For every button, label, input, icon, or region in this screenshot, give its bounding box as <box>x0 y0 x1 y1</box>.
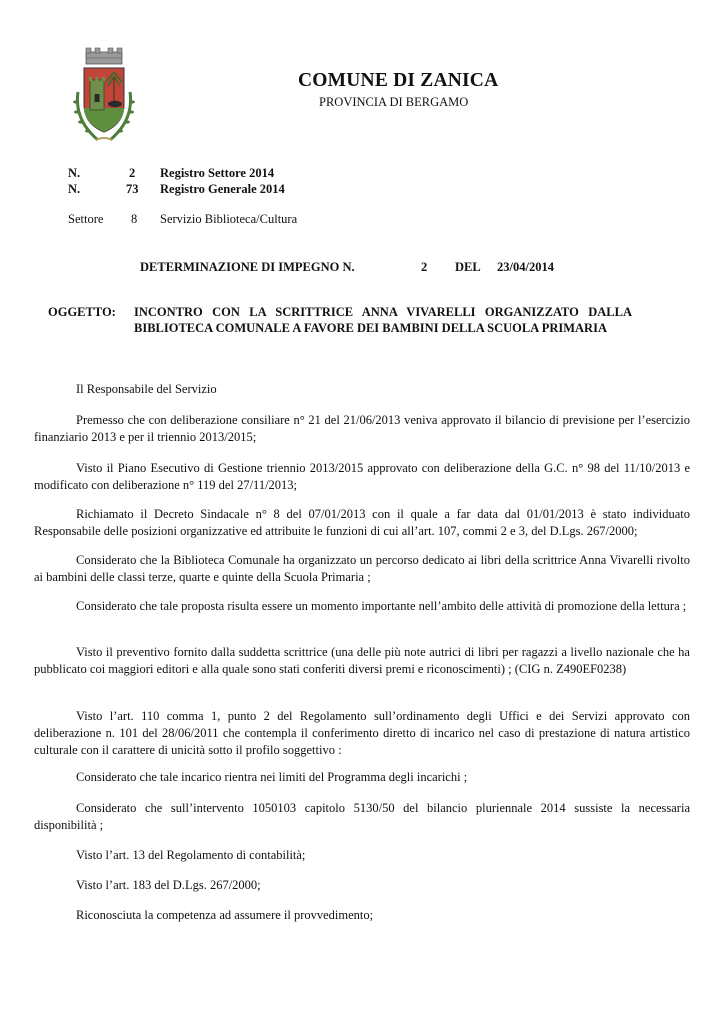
registry-text: Registro Settore 2014 <box>160 166 275 180</box>
paragraph-dlgs: Visto l’art. 183 del D.Lgs. 267/2000; <box>76 878 261 892</box>
paragraph-preventivo: Visto il preventivo fornito dalla suddetta scrittrice (una delle più note autrici di libri per ragazzi a livello nazionale che ha pubblicato coi maggiori editori e alla quale sono stati conferiti diversi premi e riconoscimenti) ; (CIG n. Z490EF0238) <box>34 645 690 676</box>
paragraph-contabilita: Visto l’art. 13 del Regolamento di contabilità; <box>76 848 306 862</box>
determination-number: 2 <box>421 260 428 274</box>
determination-date: 23/04/2014 <box>497 260 554 274</box>
paragraph-promozione: Considerato che tale proposta risulta essere un momento importante nell’ambito delle attività di promozione della lettura ; <box>76 599 687 613</box>
paragraph-biblioteca: Considerato che la Biblioteca Comunale ha organizzato un percorso dedicato ai libri della scrittrice Anna Vivarelli rivolto ai bambini delle classi terze, quarte e quinte della Scuola Primaria ; <box>34 553 690 584</box>
intro-line: Il Responsabile del Servizio <box>76 382 217 396</box>
registry-number: 73 <box>126 182 139 196</box>
province-subtitle: PROVINCIA DI BERGAMO <box>319 95 469 109</box>
registry-text: Registro Generale 2014 <box>160 182 285 196</box>
paragraph-disponibilita: Considerato che sull’intervento 1050103 capitolo 5130/50 del bilancio pluriennale 2014 sussiste la necessaria disponibilità ; <box>34 801 690 832</box>
sector-text: Servizio Biblioteca/Cultura <box>160 212 298 226</box>
subject-text: INCONTRO CON LA SCRITTRICE ANNA VIVARELLI ORGANIZZATO DALLA BIBLIOTECA COMUNALE A FAVORE DEI BAMBINI DELLA SCUOLA PRIMARIA <box>134 305 632 335</box>
paragraph-decreto: Richiamato il Decreto Sindacale n° 8 del 07/01/2013 con il quale a far data dal 01/01/2013 è stato individuato Responsabile delle posizioni organizzative ed attribuite le funzioni di cui all’art. 107, commi 2 e 3, del D.Lgs. 267/2000; <box>34 507 690 538</box>
determination-title: DETERMINAZIONE DI IMPEGNO N. <box>140 260 355 274</box>
registry-label: N. <box>68 166 81 180</box>
subject-label: OGGETTO: <box>48 305 116 319</box>
sector-label: Settore <box>68 212 104 226</box>
paragraph-regolamento: Visto l’art. 110 comma 1, punto 2 del Regolamento sull’ordinamento degli Uffici e dei Servizi approvato con deliberazione n. 101 del 28/06/2011 che contempla il conferimento diretto di incarico nel caso di prestazione di natura artistico culturale con il carattere di unicità sotto il profilo soggettivo : <box>34 709 690 757</box>
paragraph-piano-esecutivo: Visto il Piano Esecutivo di Gestione triennio 2013/2015 approvato con deliberazione della G.C. n° 98 del 11/10/2013 e modificato con deliberazione n° 119 del 27/11/2013; <box>34 461 690 492</box>
paragraph-premesso: Premesso che con deliberazione consiliare n° 21 del 21/06/2013 veniva approvato il bilancio di previsione per l’esercizio finanziario 2013 e per il triennio 2013/2015; <box>34 413 690 444</box>
registry-label: N. <box>68 182 81 196</box>
registry-number: 2 <box>129 166 136 180</box>
coat-of-arms-icon <box>68 46 140 150</box>
paragraph-competenza: Riconosciuta la competenza ad assumere il provvedimento; <box>76 908 374 922</box>
municipality-title: COMUNE DI ZANICA <box>298 70 499 91</box>
paragraph-incarichi: Considerato che tale incarico rientra nei limiti del Programma degli incarichi ; <box>76 770 468 784</box>
determination-del-label: DEL <box>455 260 481 274</box>
sector-number: 8 <box>131 212 138 226</box>
